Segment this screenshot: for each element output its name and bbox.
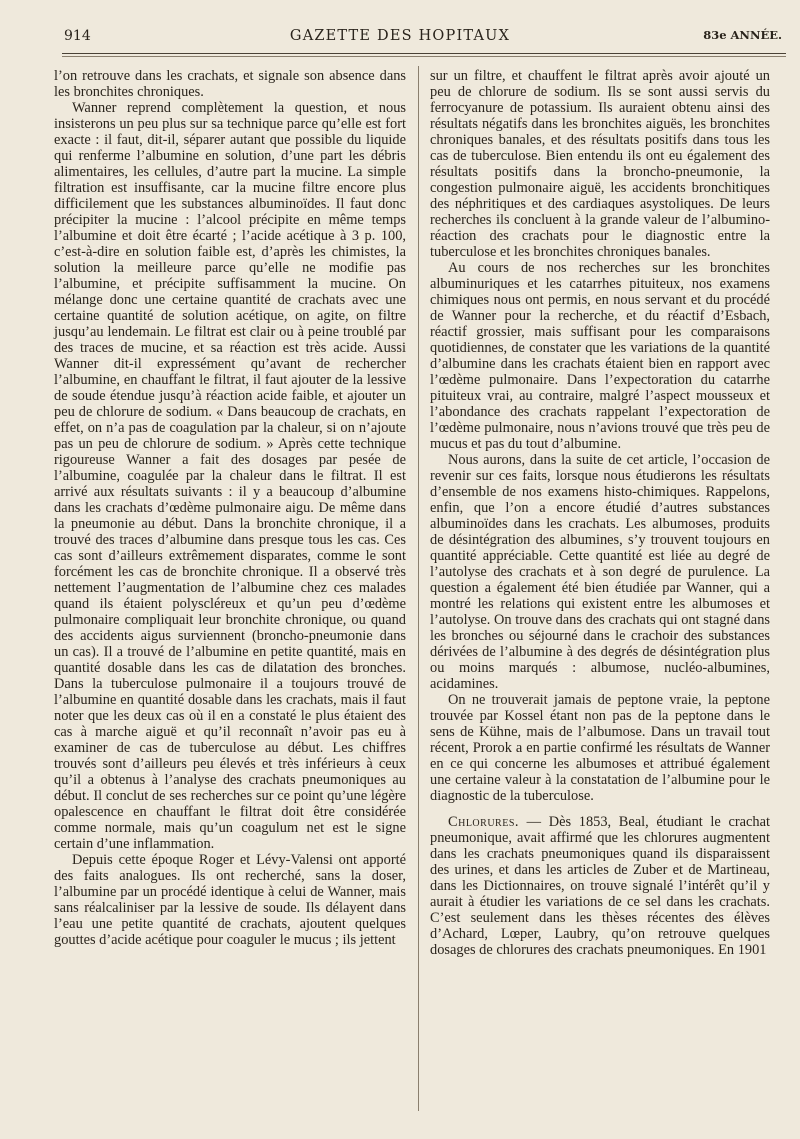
journal-title: GAZETTE DES HOPITAUX xyxy=(289,28,511,44)
section-paragraph xyxy=(430,814,770,958)
paragraph: On ne trouverait jamais de peptone vraie, la peptone trouvée par Kossel étant non pas de la peptone dans le sens de Kühne, mais de l’albumose. Dans un travail tout récent, Prorok a en partie confirmé les résultats de Wanner en ce qui concerne les albumoses et attribué également une certaine valeur à la constatation de l’albumine pour le diagnostic de la tuberculose. xyxy=(430,692,770,804)
paragraph-text: — Dès 1853, Beal, étudiant le crachat pneumonique, avait affirmé que les chlorures augmentent dans les crachats pneumoniques quand ils disparaissent des urines, et dans les articles de Zuber et de Martineau, dans les Dictionnaires, on trouve signalé l’intérêt qu’il y aurait à étudier les variations de ce sel dans les crachats. C’est seulement dans les thèses récentes des élèves d’Achard, Lœper, Laubry, qu’on retrouve quelques dosages de chlorures des crachats pneumoniques. En 1901 xyxy=(430,814,770,958)
left-column xyxy=(54,68,406,948)
paragraph: Wanner reprend complètement la question, et nous insisterons un peu plus sur sa technique parce qu’elle est fort exacte : il faut, dit-il, séparer autant que possible du liquide qui renferme l’albumine en solution, d’une part les débris alimentaires, les cellules, d’autre part la mucine. La simple filtration est insuffisante, car la mucine filtre encore plus difficilement que les substances albuminoïdes. Il faut donc précipiter la mucine : l’alcool précipite en même temps l’albumine et doit être écarté ; l’acide acétique à 3 p. 100, c’est-à-dire en solution faible est, d’après les chimistes, la solution la meilleure parce qu’elle ne modifie pas l’albumine, et précipite suffisamment la mucine. On mélange donc une certaine quantité de crachats avec une certaine quantité de solution acétique, on agite, on filtre jusqu’au lendemain. Le filtrat est clair ou à peine troublé par des traces de mucine, et sa réaction est très acide. Aussi Wanner dit-il expressément qu’avant de rechercher l’albumine, en chauffant le filtrat, il faut ajouter de la lessive de soude étendue jusqu’à réaction acide faible, et ajouter un peu de chlorure de sodium. « Dans beaucoup de crachats, en effet, on n’a pas de coagulation par la chaleur, si on n’ajoute pas un peu de chlorure de sodium. » Après cette technique rigoureuse Wanner a fait des dosages par pesée de l’albumine, coagulée par la chaleur dans le filtrat. Il est arrivé aux résultats suivants : il y a beaucoup d’albumine dans les crachats d’œdème pulmonaire aigu. De même dans la pneumonie au début. Dans la bronchite chronique, il a trouvé des traces d’albumine dans presque tous les cas. Ces cas sont d’ailleurs extrêmement disparates, comme le sont forcément les cas de bronchite chronique. Il a observé très nettement l’augmentation de l’albumine chez ces malades quand ils étaient polyscléreux et qu’un peu d’œdème pulmonaire compliquait leur bronchite chronique, ou quand des accidents aigus surviennent (broncho-pneumonie dans un cas). Il a trouvé de l’albumine en petite quantité, mais en quantité dosable dans les cas de dilatation des bronches. Dans la tuberculose pulmonaire il a toujours trouvé de l’albumine en quantité dosable dans les crachats, mais il faut noter que les deux cas où il en a constaté le plus étaient des cas à marche aiguë et qu’il reconnaît n’avoir pas eu à examiner de cas de tuberculose au début. Les chiffres trouvés sont d’ailleurs peu élevés et très inférieurs à ceux qu’il a obtenus à l’analyse des crachats pneumoniques au début. Il conclut de ses recherches sur ce point qu’une légère opalescence en chauffant le filtrat doit être considérée comme normale, mais qu’un coagulum net est le signe certain d’une inflammation. xyxy=(54,100,406,852)
page-number: 914 xyxy=(64,28,91,44)
header-rule xyxy=(62,53,786,54)
paragraph: sur un filtre, et chauffent le filtrat après avoir ajouté un peu de chlorure de sodium. Ils se sont aussi servis du ferrocyanure de potassium. Ils auraient obtenu ainsi des résultats négatifs dans les bronchites aiguës, les bronchites chroniques banales, et des résultats positifs dans tous les cas de tuberculose. Bien entendu ils ont eu également des résultats positifs dans la broncho-pneumonie, la congestion pulmonaire aiguë, les accidents bronchitiques des néphritiques et des cardiaques asystoliques. De leurs recherches ils concluent à la grande valeur de l’albumino-réaction des crachats pour le diagnostic entre la tuberculose et les bronchites chroniques banales. xyxy=(430,68,770,260)
right-column xyxy=(430,68,770,958)
paragraph: Nous aurons, dans la suite de cet article, l’occasion de revenir sur ces faits, lorsque nous étudierons les résultats d’ensemble de nos examens histo-chimiques. Rappelons, enfin, que l’on a encore étudié d’autres substances albuminoïdes dans les crachats. Les albumoses, produits de désintégration des albumines, s’y trouvent toujours en quantité appréciable. Cette quantité est liée au degré de l’autolyse des crachats et à son degré de purulence. La question a également été bien étudiée par Wanner, qui a montré les relations qui existent entre les albumoses et l’autolyse. On trouve dans des crachats qui ont stagné dans les bronches ou séjourné dans le crachoir des substances dérivées de l’albumine à des degrés de désintégration plus ou moins marqués : albumose, nucléo-albumines, acidamines. xyxy=(430,452,770,692)
column-divider xyxy=(418,66,419,1111)
volume-year: 83e ANNÉE. xyxy=(703,28,782,42)
page-header xyxy=(0,28,800,48)
section-heading: Chlorures. xyxy=(448,814,519,830)
paragraph: Depuis cette époque Roger et Lévy-Valensi ont apporté des faits analogues. Ils ont recherché, sans la doser, l’albumine par un procédé identique à celui de Wanner, mais sans réalcaliniser par la lessive de soude. Ils délayent dans l’eau une petite quantité de crachats, ajoutent quelques gouttes d’acide acétique pour coaguler le mucus ; ils jettent xyxy=(54,852,406,948)
header-rule-thin xyxy=(62,56,786,57)
paragraph: l’on retrouve dans les crachats, et signale son absence dans les bronchites chroniques. xyxy=(54,68,406,100)
paragraph: Au cours de nos recherches sur les bronchites albuminuriques et les catarrhes pituiteux, nos examens chimiques nous ont permis, en nous servant et du procédé de Wanner pour la recherche, et du réactif d’Esbach, réactif grossier, mais suffisant pour les comparaisons quotidiennes, de constater que les variations de la quantité d’albumine dans les crachats étaient bien en rapport avec l’œdème pulmonaire. Dans l’expectoration du catarrhe pituiteux vrai, au contraire, malgré l’aspect mousseux et l’abondance des crachats rappelant l’expectoration de l’œdème pulmonaire, nous n’avions trouvé que très peu de mucus et pas du tout d’albumine. xyxy=(430,260,770,452)
